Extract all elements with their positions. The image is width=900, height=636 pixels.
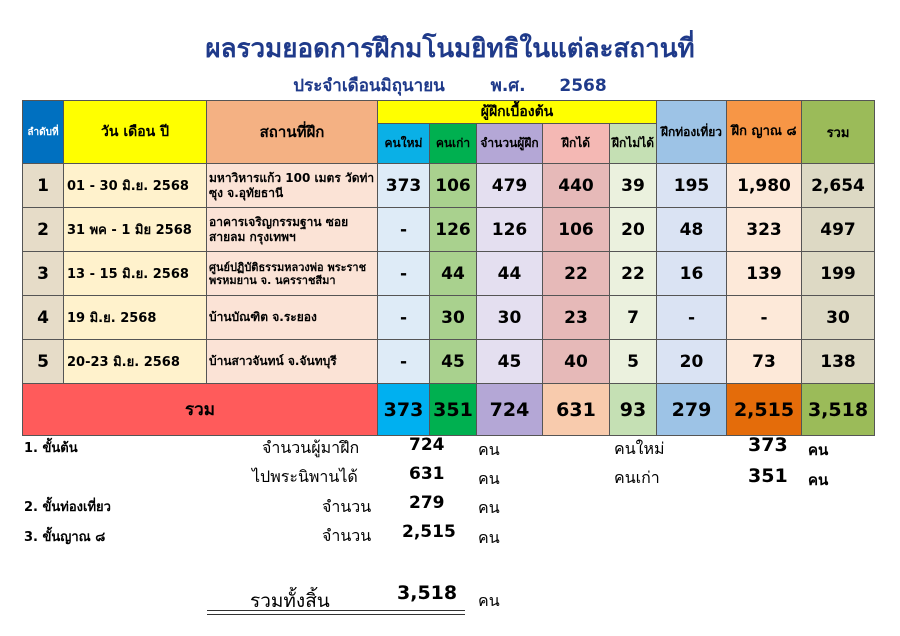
header-failed: ฝึกไม่ได้: [610, 124, 657, 164]
row-tour: 16: [657, 252, 727, 296]
grand-total-underline: [207, 610, 465, 615]
row-total: 2,654: [802, 164, 875, 208]
row-no: 4: [23, 296, 64, 340]
row-nyan8: 73: [727, 340, 802, 384]
subtitle-year: 2568: [559, 76, 607, 96]
grand-total-value: 3,518: [397, 582, 458, 604]
header-no: ลำดับที่: [23, 101, 64, 164]
row-passed: 40: [543, 340, 610, 384]
header-basic-group: ผู้ฝึกเบื้องต้น: [378, 101, 657, 124]
row-new: -: [378, 296, 430, 340]
summary-passed-label: ไปพระนิพานได้: [252, 467, 358, 486]
summary-unit: คน: [808, 471, 829, 489]
totals-tour: 279: [657, 384, 727, 436]
page-subtitle: [0, 72, 900, 99]
row-new: -: [378, 208, 430, 252]
summary-item-basic: 1. ขั้นต้น: [24, 441, 78, 456]
summary-new-value: 373: [748, 434, 788, 456]
summary-tour-label: จำนวน: [322, 497, 372, 516]
header-place: สถานที่ฝึก: [207, 101, 378, 164]
row-failed: 20: [610, 208, 657, 252]
row-trainees: 126: [477, 208, 543, 252]
row-date: 13 - 15 มิ.ย. 2568: [64, 252, 207, 296]
row-passed: 23: [543, 296, 610, 340]
row-failed: 39: [610, 164, 657, 208]
summary-unit: คน: [478, 440, 500, 459]
summary-old-value: 351: [748, 465, 788, 487]
summary-item-nyan: 3. ขั้นญาณ ๘: [24, 530, 106, 545]
table-row: [23, 252, 875, 296]
summary-trainees-value: 724: [409, 435, 445, 455]
row-old: 126: [430, 208, 477, 252]
totals-total: 3,518: [802, 384, 875, 436]
row-new: -: [378, 252, 430, 296]
summary-unit: คน: [478, 498, 500, 517]
row-place: [207, 252, 378, 296]
header-date: วัน เดือน ปี: [64, 101, 207, 164]
row-passed: 22: [543, 252, 610, 296]
row-no: 3: [23, 252, 64, 296]
header-trainees: จำนวนผู้ฝึก: [477, 124, 543, 164]
grand-total-label: รวมทั้งสิ้น: [250, 590, 330, 612]
row-date: 01 - 30 มิ.ย. 2568: [64, 164, 207, 208]
totals-trainees: 724: [477, 384, 543, 436]
summary-passed-value: 631: [409, 464, 445, 484]
row-no: 1: [23, 164, 64, 208]
summary-nyan-value: 2,515: [402, 522, 456, 542]
table-row: [23, 340, 875, 384]
table-row: [23, 296, 875, 340]
row-date: 20-23 มิ.ย. 2568: [64, 340, 207, 384]
row-trainees: 479: [477, 164, 543, 208]
row-place-text: ศูนย์ปฏิบัติธรรมหลวงพ่อ พระราชพรหมยาน จ. นครราชสีมา: [209, 260, 367, 287]
row-date: 19 มิ.ย. 2568: [64, 296, 207, 340]
header-nyan8: ฝึก ญาณ ๘: [727, 101, 802, 164]
summary-old-label: คนเก่า: [614, 468, 660, 487]
summary-trainees-label: จำนวนผู้มาฝึก: [262, 438, 360, 457]
row-old: 30: [430, 296, 477, 340]
summary-unit: คน: [478, 591, 500, 610]
row-passed: 440: [543, 164, 610, 208]
summary-table: [22, 100, 875, 436]
row-trainees: 44: [477, 252, 543, 296]
row-old: 45: [430, 340, 477, 384]
summary-item-tour: 2. ขั้นท่องเที่ยว: [24, 500, 111, 515]
row-total: 199: [802, 252, 875, 296]
row-trainees: 30: [477, 296, 543, 340]
row-old: 106: [430, 164, 477, 208]
row-total: 30: [802, 296, 875, 340]
summary-unit: คน: [478, 528, 500, 547]
row-passed: 106: [543, 208, 610, 252]
row-new: -: [378, 340, 430, 384]
header-tour: ฝึกท่องเที่ยว: [657, 101, 727, 164]
header-old: คนเก่า: [430, 124, 477, 164]
row-old: 44: [430, 252, 477, 296]
header-new: คนใหม่: [378, 124, 430, 164]
header-total: รวม: [802, 101, 875, 164]
row-failed: 7: [610, 296, 657, 340]
summary-unit: คน: [478, 469, 500, 488]
row-new: 373: [378, 164, 430, 208]
row-nyan8: 323: [727, 208, 802, 252]
row-tour: 48: [657, 208, 727, 252]
totals-nyan8: 2,515: [727, 384, 802, 436]
row-total: 497: [802, 208, 875, 252]
totals-new: 373: [378, 384, 430, 436]
table-row: [23, 164, 875, 208]
row-place: อาคารเจริญกรรมฐาน ซอยสายลม กรุงเทพฯ: [207, 208, 378, 252]
header-passed: ฝึกได้: [543, 124, 610, 164]
row-place: มหาวิหารแก้ว 100 เมตร วัดท่าซุง จ.อุทัยธานี: [207, 164, 378, 208]
totals-failed: 93: [610, 384, 657, 436]
summary-new-label: คนใหม่: [614, 439, 665, 458]
row-date: 31 พค - 1 มิย 2568: [64, 208, 207, 252]
subtitle-era: พ.ศ.: [490, 76, 526, 96]
totals-row: [23, 384, 875, 436]
row-total: 138: [802, 340, 875, 384]
row-place: บ้านสาวจันทน์ จ.จันทบุรี: [207, 340, 378, 384]
row-tour: -: [657, 296, 727, 340]
row-failed: 5: [610, 340, 657, 384]
totals-label: รวม: [23, 384, 378, 436]
row-failed: 22: [610, 252, 657, 296]
totals-passed: 631: [543, 384, 610, 436]
row-trainees: 45: [477, 340, 543, 384]
row-tour: 195: [657, 164, 727, 208]
row-nyan8: 139: [727, 252, 802, 296]
row-no: 2: [23, 208, 64, 252]
subtitle-month: ประจำเดือนมิถุนายน: [293, 76, 445, 96]
summary-tour-value: 279: [409, 493, 445, 513]
page-title: ผลรวมยอดการฝึกมโนมยิทธิในแต่ละสถานที่: [205, 34, 695, 64]
totals-old: 351: [430, 384, 477, 436]
row-nyan8: 1,980: [727, 164, 802, 208]
row-no: 5: [23, 340, 64, 384]
table-row: [23, 208, 875, 252]
row-tour: 20: [657, 340, 727, 384]
row-nyan8: -: [727, 296, 802, 340]
summary-unit: คน: [808, 441, 829, 459]
row-place: บ้านบัณฑิต จ.ระยอง: [207, 296, 378, 340]
summary-nyan-label: จำนวน: [322, 526, 372, 545]
